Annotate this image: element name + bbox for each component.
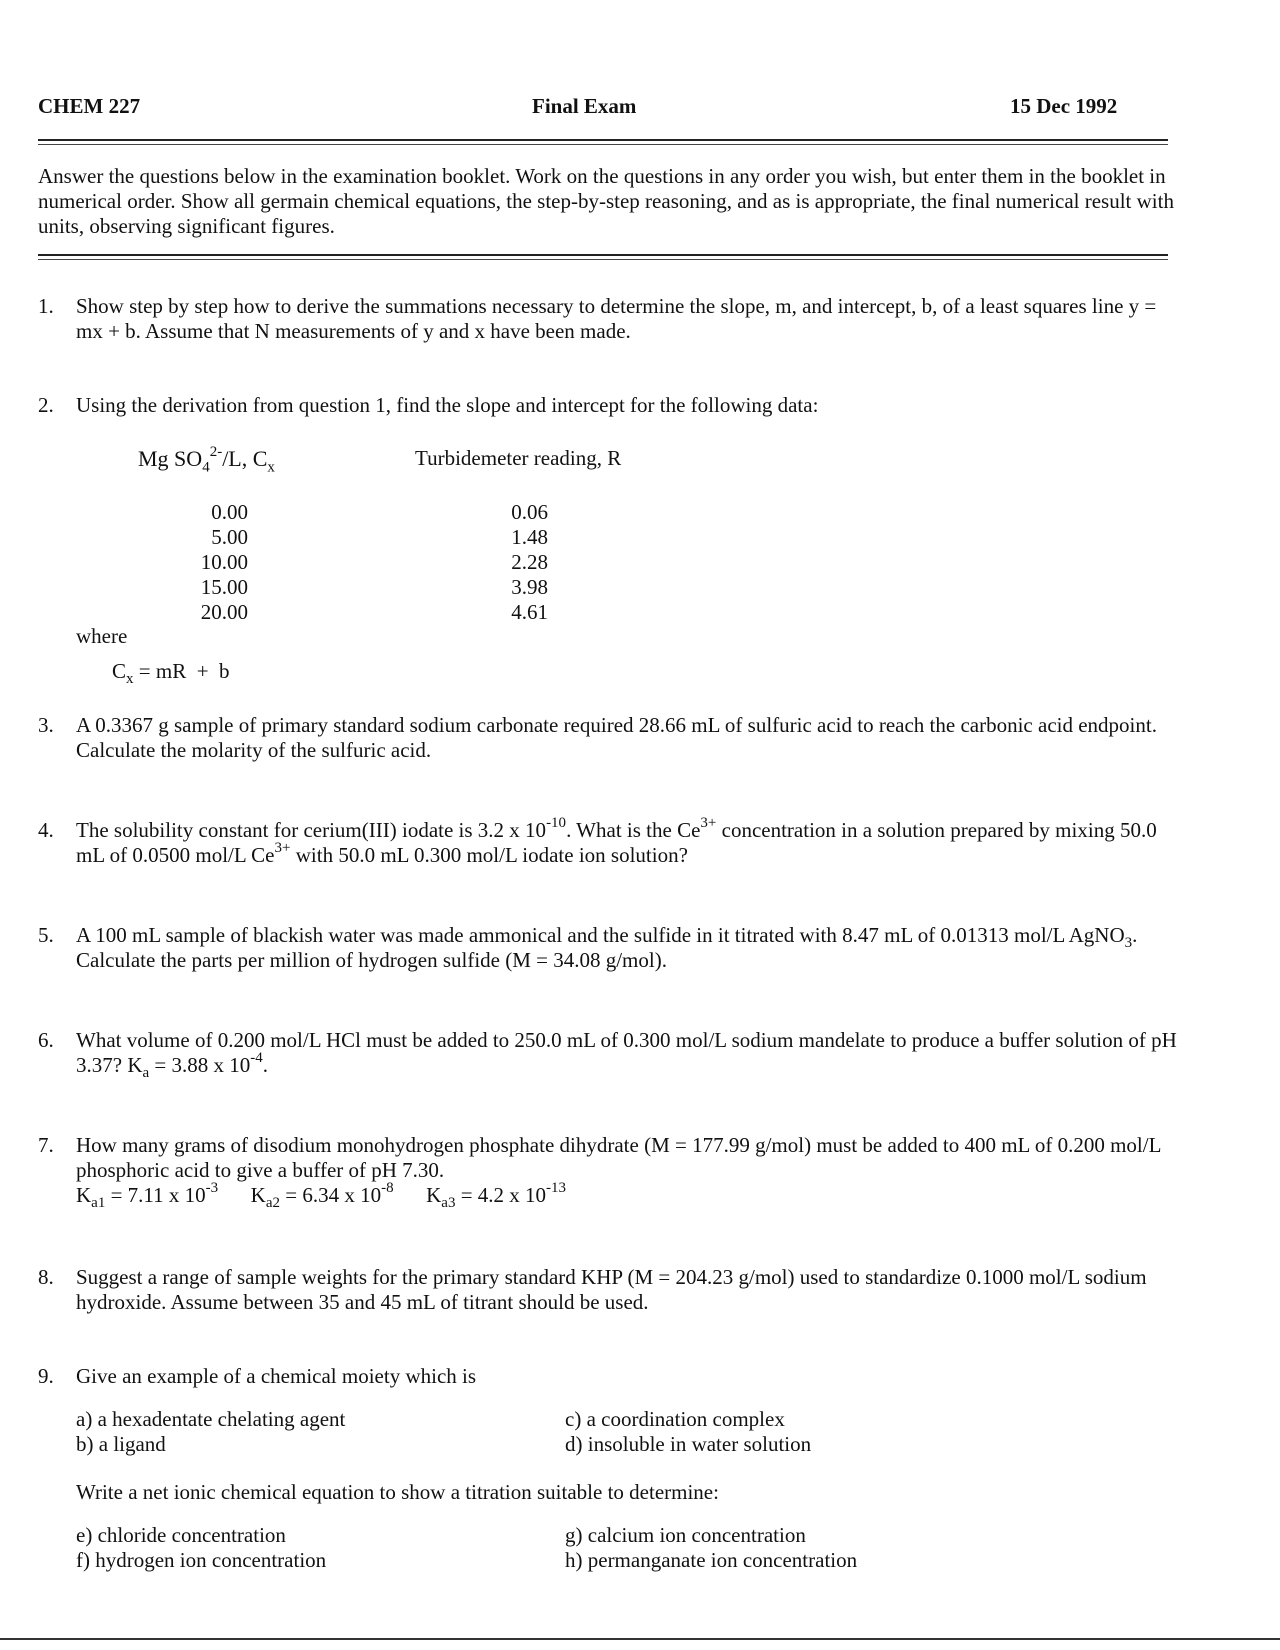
option-g: g) calcium ion concentration xyxy=(565,1523,806,1547)
col-header-concentration: Mg $SO_4^{2-}/L$, $C_x$ xyxy=(138,443,275,476)
question-8 xyxy=(38,1265,1178,1315)
ka2: $K_{a2} = 6.34$ x $10^{-8}$ xyxy=(250,1180,394,1212)
question-number: 3. xyxy=(38,713,54,737)
option-e: e) chloride concentration xyxy=(76,1523,286,1547)
table-cell: 15.00 xyxy=(200,575,248,599)
question-9-part-2-text: Write a net ionic chemical equation to show a titration suitable to determine: xyxy=(76,1480,719,1504)
question-text: Give an example of a chemical moiety which is xyxy=(76,1364,477,1388)
question-number: 8. xyxy=(38,1265,54,1289)
option-f: f) hydrogen ion concentration xyxy=(76,1548,327,1572)
header-rule-bottom xyxy=(38,144,1168,145)
table-cell: 5.00 xyxy=(211,525,248,549)
question-3 xyxy=(38,713,1178,763)
page-bottom-edge xyxy=(0,1638,1280,1640)
table-cell: 0.00 xyxy=(211,500,248,524)
question-text: The solubility constant for cerium(III) iodate is 3.2 x $10^{-10}$. What is the $Ce^{3+}$ concentration in a solution prepared by mixing 50.0 mL of 0.0500 mol/L $Ce^{3+}$ with 50.0 mL 0.300 mol/L iodate ion solution? xyxy=(76,815,1157,867)
question-text: A 100 mL sample of blackish water was made ammonical and the sulfide in it titrated with 8.47 mL of 0.01313 mol/L AgNO$_3$. Calculate the parts per million of hydrogen sulfide (M = 34.08 g/mol). xyxy=(76,923,1138,972)
question-4 xyxy=(38,815,1178,868)
ka3: $K_{a3} = 4.2$ x $10^{-13}$ xyxy=(426,1180,567,1212)
question-2 xyxy=(38,393,1178,418)
table-cell: 2.28 xyxy=(511,550,548,574)
question-text: A 0.3367 g sample of primary standard sodium carbonate required 28.66 mL of sulfuric acid to reach the carbonic acid endpoint. Calculate the molarity of the sulfuric acid. xyxy=(76,713,1157,762)
question-number: 6. xyxy=(38,1028,54,1052)
question-number: 9. xyxy=(38,1364,54,1388)
option-b: b) a ligand xyxy=(76,1432,166,1456)
question-text: Suggest a range of sample weights for the primary standard KHP (M = 204.23 g/mol) used to standardize 0.1000 mol/L sodium hydroxide. Assume between 35 and 45 mL of titrant should be used. xyxy=(76,1265,1147,1314)
table-cell: 1.48 xyxy=(511,525,548,549)
option-a: a) a hexadentate chelating agent xyxy=(76,1407,346,1431)
question-number: 5. xyxy=(38,923,54,947)
ka1: $K_{a1} = 7.11$ x $10^{-3}$ xyxy=(76,1180,219,1212)
course-code: CHEM 227 xyxy=(38,94,141,118)
question-7 xyxy=(38,1133,1178,1212)
option-h: h) permanganate ion concentration xyxy=(565,1548,858,1572)
table-cell: 10.00 xyxy=(200,550,248,574)
table-cell: 4.61 xyxy=(511,600,548,624)
question-number: 4. xyxy=(38,818,54,842)
exam-date: 15 Dec 1992 xyxy=(1010,94,1118,118)
question-text: Show step by step how to derive the summations necessary to determine the slope, m, and intercept, b, of a least squares line y = mx + b. Assume that N measurements of y and x have been made. xyxy=(76,294,1157,343)
instructions-rule-bottom xyxy=(38,259,1168,260)
question-number: 7. xyxy=(38,1133,54,1157)
question-text: What volume of 0.200 mol/L HCl must be added to 250.0 mL of 0.300 mol/L sodium mandelate to produce a buffer solution of pH 3.37? $K_a = 3.88$ x $10^{-4}$. xyxy=(76,1028,1177,1082)
question-5 xyxy=(38,923,1178,973)
instructions: Answer the questions below in the examination booklet. Work on the questions in any order you wish, but enter them in the booklet in numerical order. Show all germain chemical equations, the step-by-step reasoning, and as is appropriate, the final numerical result with units, observing significant figures. xyxy=(38,164,1174,238)
table-cell: 0.06 xyxy=(511,500,548,524)
question-9 xyxy=(38,1364,1178,1389)
exam-title: Final Exam xyxy=(532,94,637,118)
col-header-turbidity: Turbidemeter reading, R xyxy=(415,446,622,470)
question-text: Using the derivation from question 1, find the slope and intercept for the following data: xyxy=(76,393,819,417)
r-column xyxy=(480,500,548,625)
header-rule-top xyxy=(38,139,1168,141)
table-cell: 20.00 xyxy=(200,600,248,624)
question-1 xyxy=(38,294,1178,344)
regression-equation: $C_x$ = mR + b xyxy=(112,659,230,688)
question-number: 2. xyxy=(38,393,54,417)
option-c: c) a coordination complex xyxy=(565,1407,785,1431)
question-6 xyxy=(38,1028,1178,1082)
question-text: How many grams of disodium monohydrogen phosphate dihydrate (M = 177.99 g/mol) must be added to 400 mL of 0.200 mol/L phosphoric acid to give a buffer of pH 7.30. xyxy=(76,1133,1161,1182)
option-d: d) insoluble in water solution xyxy=(565,1432,812,1456)
instructions-rule-top xyxy=(38,254,1168,256)
table-cell: 3.98 xyxy=(511,575,548,599)
cx-column xyxy=(170,500,248,625)
ka-values xyxy=(76,1180,1178,1212)
where-label: where xyxy=(76,624,128,648)
question-number: 1. xyxy=(38,294,54,318)
